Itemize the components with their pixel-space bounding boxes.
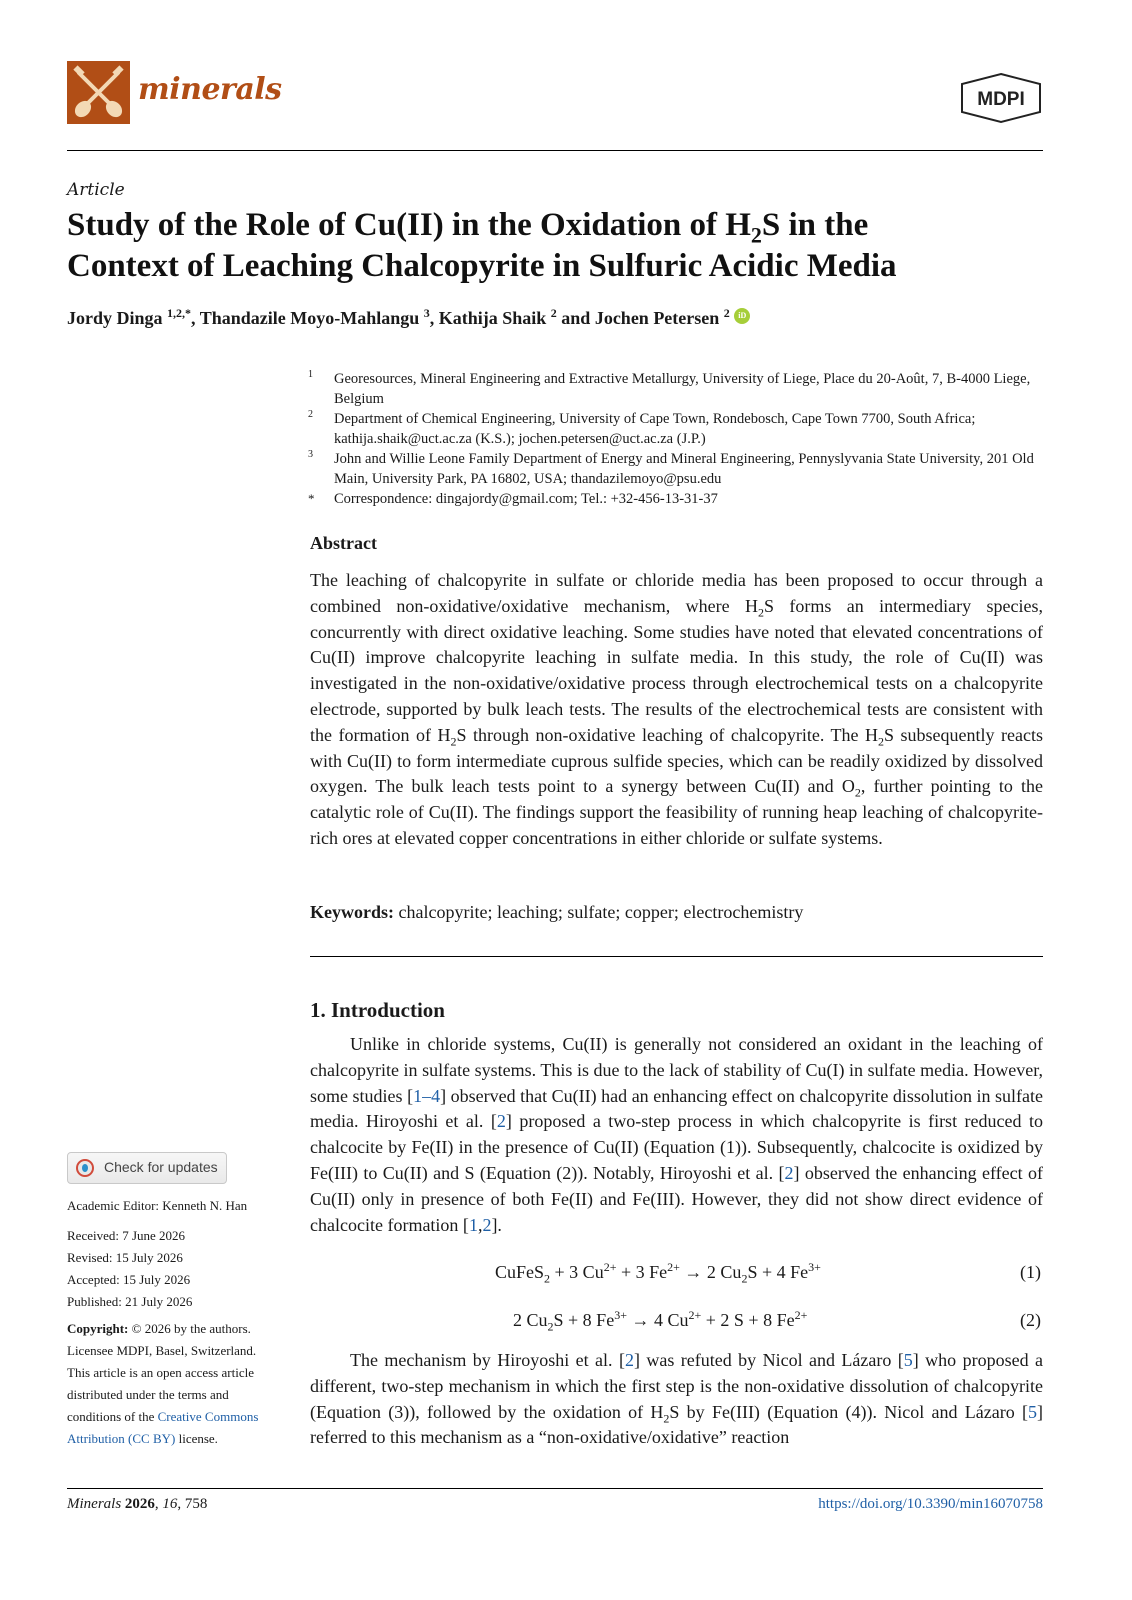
citation-link[interactable]: 5	[903, 1350, 913, 1370]
crossed-shovels-icon	[67, 61, 130, 124]
author-affiliation-marks: 1,2,*	[167, 306, 192, 320]
license-tail: license.	[175, 1431, 218, 1446]
mdpi-logo-text: MDPI	[977, 89, 1025, 110]
section-heading: 1. Introduction	[310, 998, 445, 1022]
author-affiliation-marks: 2	[550, 306, 557, 320]
academic-editor: Academic Editor: Kenneth N. Han	[67, 1198, 248, 1213]
header-rule	[67, 150, 1043, 151]
correspondence-text: Correspondence: dingajordy@gmail.com; Tel.: +32-456-13-31-37	[334, 491, 718, 507]
affiliation-number: 2	[308, 409, 313, 420]
citation-link[interactable]: 5	[1028, 1401, 1037, 1422]
body-text: S by Fe(III) (Equation (4)). Nicol and Lázaro [	[669, 1401, 1028, 1422]
equation-number: (1)	[1020, 1262, 1041, 1282]
intro-paragraph-1	[310, 1032, 1043, 1238]
paper-title	[67, 205, 1043, 287]
date-revised: Revised: 15 July 2026	[67, 1250, 183, 1265]
copyright-text: © 2026 by the authors. Licensee MDPI, Basel, Switzerland. This article is an open access article distributed under the terms and conditions of the	[67, 1321, 257, 1424]
copyright-notice	[67, 1318, 282, 1450]
body-text: ] was refuted by Nicol and Lázaro [	[633, 1350, 904, 1370]
check-updates-label: Check for updates	[104, 1159, 218, 1175]
footer-journal: Minerals	[67, 1496, 122, 1512]
affiliation-text: John and Willie Leone Family Department of Energy and Mineral Engineering, Pennyslyvania State University, 201 Old Main, University Park, PA 16802, USA; thandazilemoyo@psu.edu	[334, 451, 1034, 487]
citation-link[interactable]: 1	[468, 1214, 478, 1235]
subscript: 2	[757, 605, 764, 620]
subscript: 2	[878, 734, 885, 749]
date-published: Published: 21 July 2026	[67, 1294, 193, 1309]
citation-link[interactable]: 2	[784, 1162, 794, 1183]
author-name[interactable]: Thandazile Moyo-Mahlangu	[199, 308, 420, 328]
footer-rule	[67, 1488, 1043, 1489]
body-text: ] who proposed a different, two-step mechanism in which the first step is the non-oxidative dissolution of chalcopyrite (Equation (3)), followed by the oxidation of H	[310, 1350, 1043, 1422]
equation-number: (2)	[1020, 1310, 1041, 1330]
author-name[interactable]: Jordy Dinga	[67, 308, 163, 328]
affiliation-number: *	[308, 491, 315, 506]
body-text: ] proposed a two-step process in which chalcopyrite is first reduced to chalcocite by Fe(II) in the presence of Cu(II) (Equation (1)). Subsequently, chalcocite is oxidized by Fe(III) to Cu(II) and S (Equation (2)). Notably, Hiroyoshi et al. [	[310, 1111, 1043, 1183]
footer-volume: 16	[162, 1496, 178, 1512]
author-name[interactable]: Kathija Shaik	[438, 308, 547, 328]
keywords	[310, 902, 803, 923]
title-line1-b: S in the	[761, 207, 869, 243]
body-text: The mechanism by Hiroyoshi et al. [	[350, 1350, 625, 1370]
mdpi-logo	[958, 72, 1044, 124]
subscript: 2	[854, 785, 861, 800]
citation-link[interactable]: 1–4	[413, 1085, 441, 1106]
equation-1: CuFeS$_2$ + 3 $Cu^{2+} + 3$ $Fe^{2+} \to 2$ $Cu_2S + 4$ $Fe^{3+}$	[495, 1260, 821, 1286]
footer-year: 2026	[124, 1496, 155, 1512]
author-name[interactable]: Jochen Petersen	[594, 308, 720, 328]
keywords-label: Keywords:	[310, 902, 394, 922]
body-text: ] observed the enhancing effect of Cu(II) only in presence of both Fe(II) and Fe(III). However, they did not show direct evidence of chalcocite formation [	[310, 1162, 1043, 1235]
affiliation-number: 1	[308, 369, 313, 380]
author-affiliation-marks: 3	[423, 306, 430, 320]
orcid-icon[interactable]: iD	[734, 308, 750, 324]
journal-name: minerals	[138, 72, 282, 107]
doi-link[interactable]: https://doi.org/10.3390/min16070758	[818, 1496, 1043, 1512]
date-received: Received: 7 June 2026	[67, 1228, 186, 1243]
body-text: ].	[491, 1214, 502, 1235]
copyright-label: Copyright:	[67, 1321, 129, 1336]
check-updates-icon	[76, 1159, 94, 1177]
author-affiliation-marks: 2	[723, 306, 730, 320]
citation-link[interactable]: 2	[496, 1111, 506, 1132]
citation-footer: Minerals 2026, 16, 758	[67, 1496, 208, 1512]
abstract-divider	[310, 956, 1043, 957]
author-separator: and	[556, 308, 595, 328]
intro-paragraph-2	[310, 1348, 1043, 1451]
license-link[interactable]: Creative Commons Attribution (CC BY)	[67, 1409, 259, 1446]
affiliation-text: Department of Chemical Engineering, University of Cape Town, Rondebosch, Cape Town 7700, South Africa; kathija.shaik@uct.ac.za (K.S.); jochen.petersen@uct.ac.za (J.P.)	[334, 411, 976, 447]
check-for-updates-button[interactable]	[67, 1152, 227, 1184]
subscript: 2	[450, 734, 457, 749]
title-subscript: 2	[750, 222, 762, 248]
citation-link[interactable]: 2	[482, 1214, 492, 1235]
author-list	[67, 306, 750, 329]
abstract-body	[310, 568, 1043, 852]
author-separator: ,	[191, 308, 200, 328]
footer-article-number: 758	[184, 1496, 208, 1512]
abstract-text: S subsequently reacts with Cu(II) to form intermediate cuprous sulfide species, which can be readily oxidized by dissolved oxygen. The bulk leach tests point to a synergy between Cu(II) and O	[310, 724, 1043, 797]
keywords-text: chalcopyrite; leaching; sulfate; copper; electrochemistry	[398, 902, 804, 922]
article-type: Article	[67, 180, 125, 200]
citation-separator: ,	[477, 1214, 483, 1235]
body-text: ] referred to this mechanism as a “non-oxidative/oxidative” reaction	[310, 1401, 1043, 1448]
equation-2: 2 $Cu_2S + 8$ $Fe^{3+} \to 4$ $Cu^{2+} + 2$ S + 8 $Fe^{2+}$	[513, 1308, 808, 1334]
citation-link[interactable]: 2	[624, 1350, 634, 1370]
date-accepted: Accepted: 15 July 2026	[67, 1272, 191, 1287]
abstract-text: S through non-oxidative leaching of chalcopyrite. The H	[456, 724, 879, 745]
subscript: 2	[663, 1411, 670, 1426]
abstract-text: , further pointing to the catalytic role of Cu(II). The findings support the feasibility of running heap leaching of chalcopyrite-rich ores at elevated copper concentrations in either chloride or sulfate systems.	[310, 776, 1043, 848]
journal-logo	[67, 61, 130, 124]
title-line1-a: Study of the Role of Cu(II) in the Oxidation of H	[67, 207, 751, 243]
abstract-heading: Abstract	[310, 533, 377, 553]
affiliation-text: Georesources, Mineral Engineering and Extractive Metallurgy, University of Liege, Place du 20-Août, 7, B-4000 Liege, Belgium	[334, 371, 1031, 407]
body-text: ] observed that Cu(II) had an enhancing effect on chalcopyrite dissolution in sulfate media. Hiroyoshi et al. [	[310, 1085, 1043, 1132]
affiliation-number: 3	[308, 449, 313, 460]
abstract-text: The leaching of chalcopyrite in sulfate or chloride media has been proposed to occur through a combined non-oxidative/oxidative mechanism, where H	[310, 570, 1043, 616]
author-separator: ,	[429, 308, 439, 328]
body-text: Unlike in chloride systems, Cu(II) is generally not considered an oxidant in the leaching of chalcopyrite in sulfate systems. This is due to the lack of stability of Cu(I) in sulfate media. However, some studies [	[310, 1034, 1043, 1106]
title-line2: Context of Leaching Chalcopyrite in Sulfuric Acidic Media	[67, 248, 897, 284]
abstract-text: S forms an intermediary species, concurrently with direct oxidative leaching. Some studies have noted that elevated concentrations of Cu(II) improve chalcopyrite leaching in sulfate media. In this study, the role of Cu(II) was investigated in the non-oxidative/oxidative process through electrochemical tests on a chalcopyrite electrode, supported by bulk leach tests. The results of the electrochemical tests are consistent with the formation of H	[310, 595, 1044, 745]
